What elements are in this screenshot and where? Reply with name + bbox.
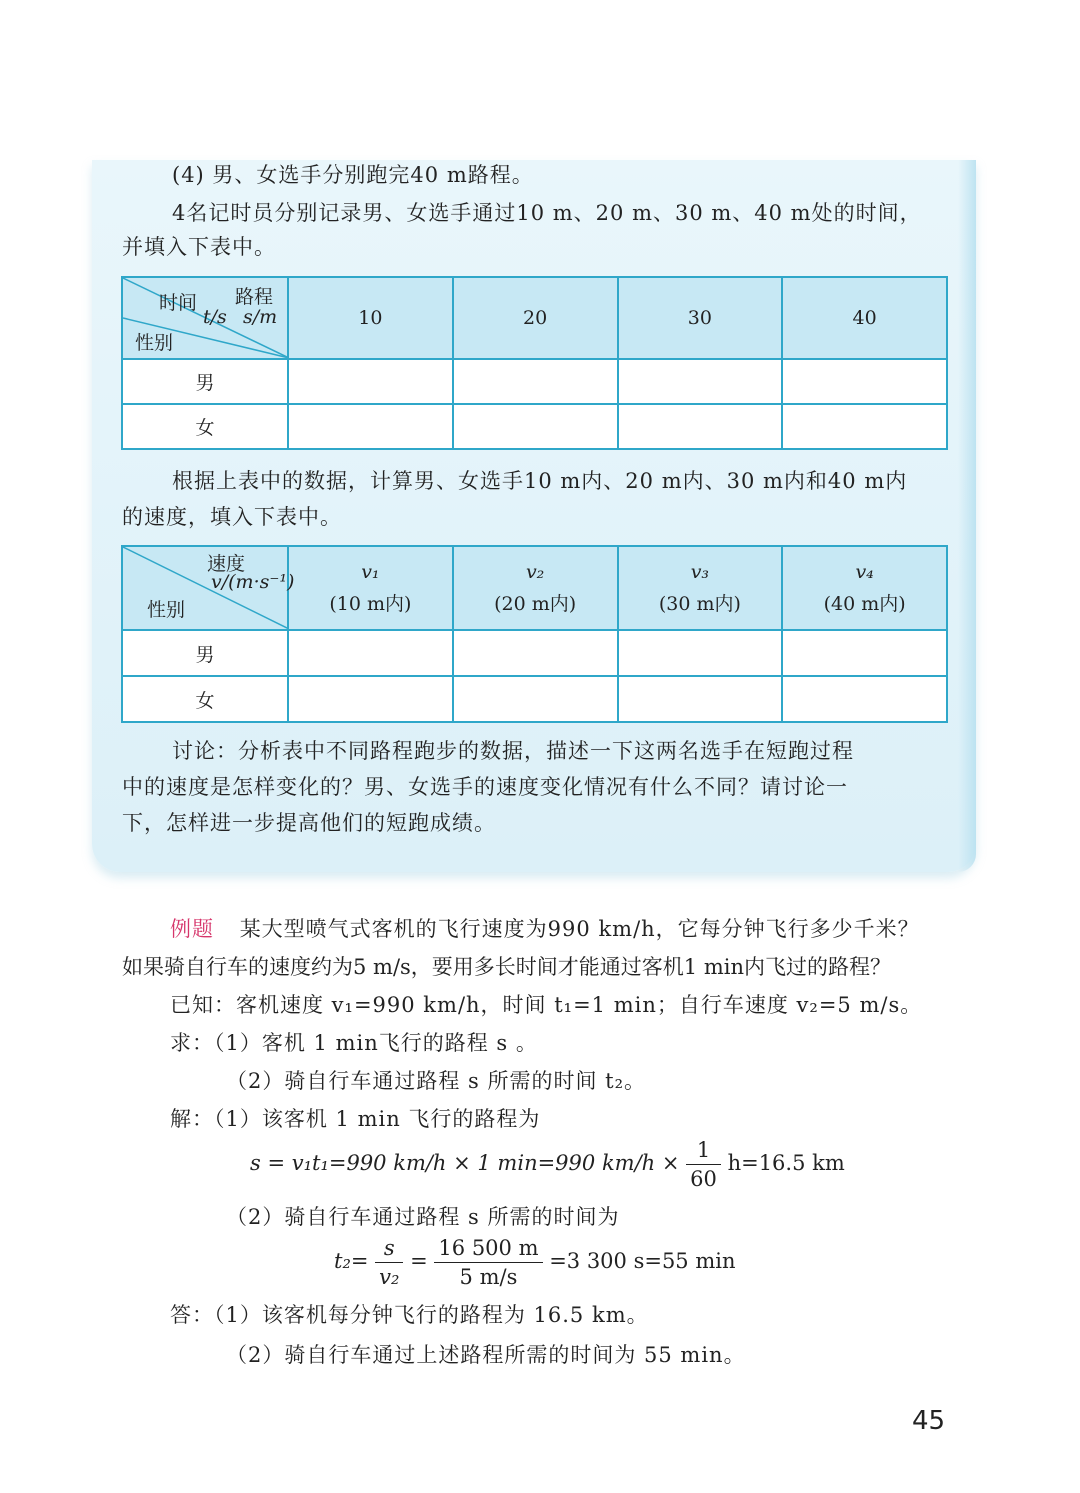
speed-table-corner-cell <box>122 546 295 630</box>
discussion-line-2: 中的速度是怎样变化的？男、女选手的速度变化情况有什么不同？请讨论一 <box>122 775 848 799</box>
example-solution-1: 解：（1）该客机 1 min 飞行的路程为 <box>170 1107 541 1131</box>
formula-1 <box>250 1136 845 1193</box>
table-cell <box>618 359 783 404</box>
column-symbol: v₁ <box>361 560 380 583</box>
corner-time-label: 时间 <box>159 292 198 314</box>
example-ask-1: 求：（1）客机 1 min飞行的路程 s 。 <box>170 1031 538 1055</box>
table-cell <box>782 630 947 676</box>
panel-edge-decoration <box>958 160 976 872</box>
intro-line-1: (4) 男、女选手分别跑完40 m路程。 <box>172 163 534 187</box>
table-cell <box>782 359 947 404</box>
row-label-male: 男 <box>122 630 288 676</box>
formula-2-right: =3 300 s=55 min <box>549 1249 736 1273</box>
formula-2-f1-denominator: v₂ <box>379 1265 400 1289</box>
time-table-row-male <box>122 359 947 404</box>
formula-2-left: t₂= <box>334 1249 369 1273</box>
table-cell <box>288 630 453 676</box>
example-line-1 <box>170 912 920 946</box>
formula-2-f2-denominator: 5 m/s <box>459 1265 518 1289</box>
corner-distance-label: 路程 <box>235 286 274 308</box>
table-cell <box>618 630 783 676</box>
table-cell <box>453 676 618 722</box>
column-symbol: v₂ <box>525 560 545 583</box>
table-cell <box>453 404 618 449</box>
formula-2 <box>334 1234 736 1291</box>
formula-2-fraction-1 <box>375 1234 403 1291</box>
table-cell <box>453 359 618 404</box>
formula-1-left: s = v₁t₁=990 km/h × 1 min=990 km/h × <box>250 1151 680 1175</box>
para2-line-2: 的速度，填入下表中。 <box>122 505 342 529</box>
table-cell <box>782 404 947 449</box>
corner-distance-unit: s/m <box>243 306 278 328</box>
column-header-20: 20 <box>453 277 618 359</box>
example-ask-2: （2）骑自行车通过路程 s 所需的时间 t₂。 <box>226 1069 647 1093</box>
table-cell <box>288 359 453 404</box>
corner-speed-label: 速度 <box>207 553 246 575</box>
intro-line-3: 并填入下表中。 <box>122 235 276 259</box>
column-header-v2 <box>453 546 618 630</box>
time-table <box>121 276 948 450</box>
discussion-line-3: 下，怎样进一步提高他们的短跑成绩。 <box>122 811 496 835</box>
corner-time-unit: t/s <box>203 306 227 328</box>
formula-1-denominator: 60 <box>690 1167 717 1191</box>
corner-gender-label: 性别 <box>135 332 174 354</box>
time-table-row-female <box>122 404 947 449</box>
example-answer-2: （2）骑自行车通过上述路程所需的时间为 55 min。 <box>226 1343 746 1367</box>
column-symbol: v₄ <box>855 560 874 583</box>
formula-2-f1-numerator: s <box>375 1234 403 1263</box>
example-question-1: 某大型喷气式客机的飞行速度为990 km/h，它每分钟飞行多少千米？ <box>239 917 920 941</box>
example-solution-2: （2）骑自行车通过路程 s 所需的时间为 <box>226 1205 620 1229</box>
example-label: 例题 <box>170 917 214 941</box>
row-label-female: 女 <box>122 404 288 449</box>
formula-1-fraction <box>686 1136 721 1193</box>
table-cell <box>782 676 947 722</box>
para2-line-1: 根据上表中的数据，计算男、女选手10 m内、20 m内、30 m内和40 m内 <box>172 469 908 493</box>
row-label-female: 女 <box>122 676 288 722</box>
table-cell <box>618 404 783 449</box>
example-answer-1: 答：（1）该客机每分钟飞行的路程为 16.5 km。 <box>170 1303 649 1327</box>
column-header-10: 10 <box>288 277 453 359</box>
formula-2-f2-numerator: 16 500 m <box>434 1234 542 1263</box>
formula-1-numerator: 1 <box>686 1136 721 1165</box>
table-cell <box>288 676 453 722</box>
time-table-header-row <box>122 277 947 359</box>
column-range: (30 m内) <box>658 592 741 615</box>
column-header-40: 40 <box>782 277 947 359</box>
corner-gender-label: 性别 <box>147 599 186 621</box>
intro-line-2: 4名记时员分别记录男、女选手通过10 m、20 m、30 m、40 m处的时间， <box>172 201 922 225</box>
column-header-v3 <box>618 546 783 630</box>
corner-speed-unit: v/(m·s⁻¹) <box>211 571 295 593</box>
speed-table <box>121 545 948 723</box>
table-cell <box>288 404 453 449</box>
column-range: (20 m内) <box>494 592 577 615</box>
example-question-2: 如果骑自行车的速度约为5 m/s，要用多长时间才能通过客机1 min内飞过的路程？ <box>122 955 891 979</box>
formula-1-right: h=16.5 km <box>727 1151 845 1175</box>
column-symbol: v₃ <box>690 560 710 583</box>
table-cell <box>618 676 783 722</box>
column-header-v1 <box>288 546 453 630</box>
discussion-line-1: 讨论：分析表中不同路程跑步的数据，描述一下这两名选手在短跑过程 <box>172 739 854 763</box>
column-header-v4 <box>782 546 947 630</box>
formula-2-equals: = <box>410 1249 428 1273</box>
speed-table-header-row <box>122 546 947 630</box>
speed-table-row-female <box>122 676 947 722</box>
speed-table-row-male <box>122 630 947 676</box>
column-header-30: 30 <box>618 277 783 359</box>
row-label-male: 男 <box>122 359 288 404</box>
time-table-corner-cell <box>122 277 288 359</box>
column-range: (10 m内) <box>329 592 412 615</box>
example-known: 已知：客机速度 v₁=990 km/h，时间 t₁=1 min；自行车速度 v₂=5 m/s。 <box>170 993 923 1017</box>
formula-2-fraction-2 <box>434 1234 542 1291</box>
page-number: 45 <box>912 1406 946 1436</box>
column-range: (40 m内) <box>823 592 906 615</box>
table-cell <box>453 630 618 676</box>
